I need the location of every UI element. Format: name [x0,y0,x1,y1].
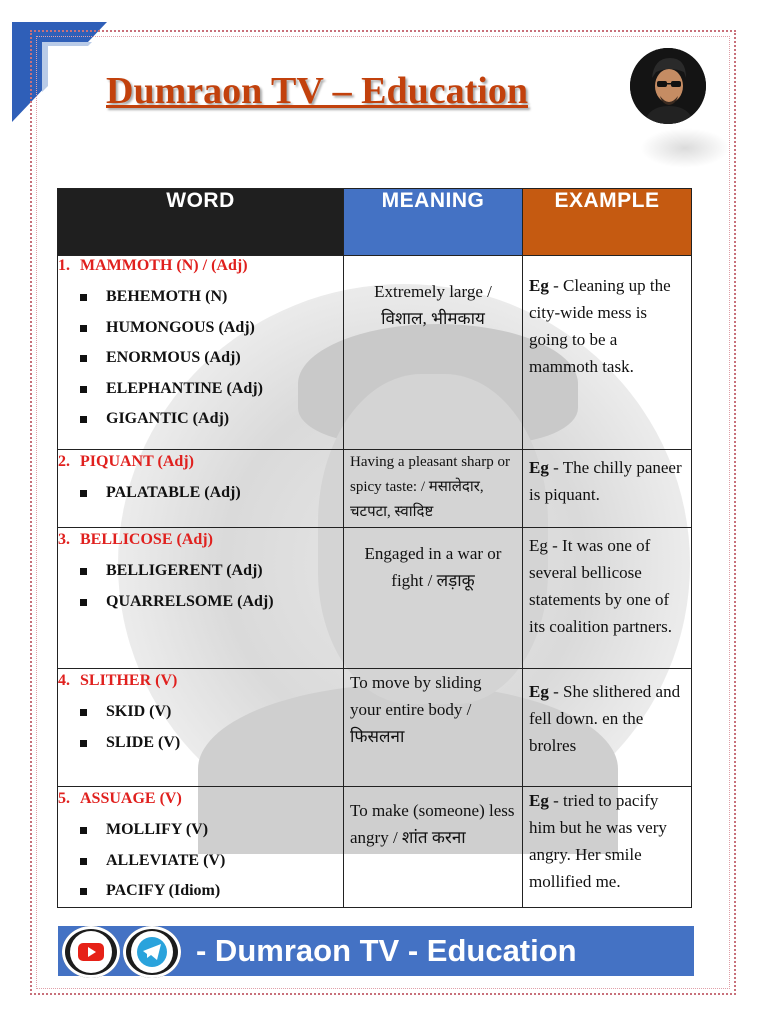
word-cell [58,450,344,528]
example-cell [523,669,692,787]
example-cell [523,256,692,450]
example-text: Eg - The chilly paneer is piquant. [529,458,682,504]
person-icon [630,48,706,124]
table-row [58,669,692,787]
bullet-icon [80,858,87,865]
avatar [630,48,706,124]
meaning-text: To move by sliding your entire body / फिसलना [350,673,482,746]
main-word: 3. BELLICOSE (Adj) [58,531,213,548]
synonym-list [58,556,343,617]
youtube-link[interactable] [62,926,120,978]
telegram-link[interactable] [123,926,181,978]
meaning-text: Having a pleasant sharp or spicy taste: / मसालेदार, चटपटा, स्वादिष्ट [350,454,510,520]
synonym-item: ENORMOUS (Adj) [58,343,343,374]
synonym-item: SLIDE (V) [58,728,343,759]
example-text: Eg - Cleaning up the city-wide mess is going to be a mammoth task. [529,276,671,376]
bullet-icon [80,490,87,497]
meaning-cell [344,528,523,669]
bullet-icon [80,568,87,575]
bullet-icon [80,888,87,895]
table-header-row [58,189,692,256]
bullet-icon [80,386,87,393]
main-word: 4. SLITHER (V) [58,672,178,689]
synonym-list [58,478,343,509]
word-cell [58,256,344,450]
synonym-list [58,282,343,435]
word-cell [58,669,344,787]
bullet-icon [80,416,87,423]
example-text: Eg - tried to pacify him but he was very angry. Her smile mollified me. [529,791,667,891]
main-word: 1. MAMMOTH (N) / (Adj) [58,257,248,274]
example-cell [523,528,692,669]
avatar-shadow [640,128,730,168]
table-row [58,450,692,528]
example-column-header [523,189,692,256]
bullet-icon [80,355,87,362]
word-cell [58,787,344,908]
bullet-icon [80,740,87,747]
synonym-item: PALATABLE (Adj) [58,478,343,509]
table-row [58,256,692,450]
bullet-icon [80,827,87,834]
word-cell [58,528,344,669]
table-row [58,787,692,908]
synonym-item: BELLIGERENT (Adj) [58,556,343,587]
meaning-text: Extremely large / विशाल, भीमकाय [374,282,492,328]
synonym-item: BEHEMOTH (N) [58,282,343,313]
meaning-text: To make (someone) less angry / शांत करना [350,801,515,847]
example-header-label: EXAMPLE [554,189,660,212]
synonym-item: QUARRELSOME (Adj) [58,587,343,618]
synonym-list [58,815,343,907]
synonym-item: ELEPHANTINE (Adj) [58,374,343,405]
word-header-label: WORD [166,189,235,212]
footer-title: - Dumraon TV - Education [196,933,577,968]
meaning-header-label: MEANING [381,189,485,212]
synonym-item: SKID (V) [58,697,343,728]
meaning-cell [344,669,523,787]
youtube-icon [62,926,120,978]
main-word: 5. ASSUAGE (V) [58,790,182,807]
example-cell [523,787,692,908]
vocabulary-table [57,188,692,908]
meaning-text: Engaged in a war or fight / लड़ाकू [364,544,502,590]
synonym-item: HUMONGOUS (Adj) [58,313,343,344]
example-text: Eg - It was one of several bellicose statements by one of its coalition partners. [529,536,673,636]
synonym-item: GIGANTIC (Adj) [58,404,343,435]
table-row [58,528,692,669]
meaning-column-header [344,189,523,256]
synonym-item: PACIFY (Idiom) [58,876,343,907]
meaning-cell [344,256,523,450]
word-column-header [58,189,344,256]
bullet-icon [80,709,87,716]
corner-patch [48,46,106,122]
example-text: Eg - She slithered and fell down. en the brolres [529,682,681,755]
example-cell [523,450,692,528]
bullet-icon [80,294,87,301]
meaning-cell [344,787,523,908]
synonym-list [58,697,343,758]
bullet-icon [80,325,87,332]
telegram-icon [123,926,181,978]
synonym-item: MOLLIFY (V) [58,815,343,846]
main-word: 2. PIQUANT (Adj) [58,453,194,470]
bullet-icon [80,599,87,606]
page-title: Dumraon TV – Education [106,70,528,112]
meaning-cell [344,450,523,528]
synonym-item: ALLEVIATE (V) [58,846,343,877]
